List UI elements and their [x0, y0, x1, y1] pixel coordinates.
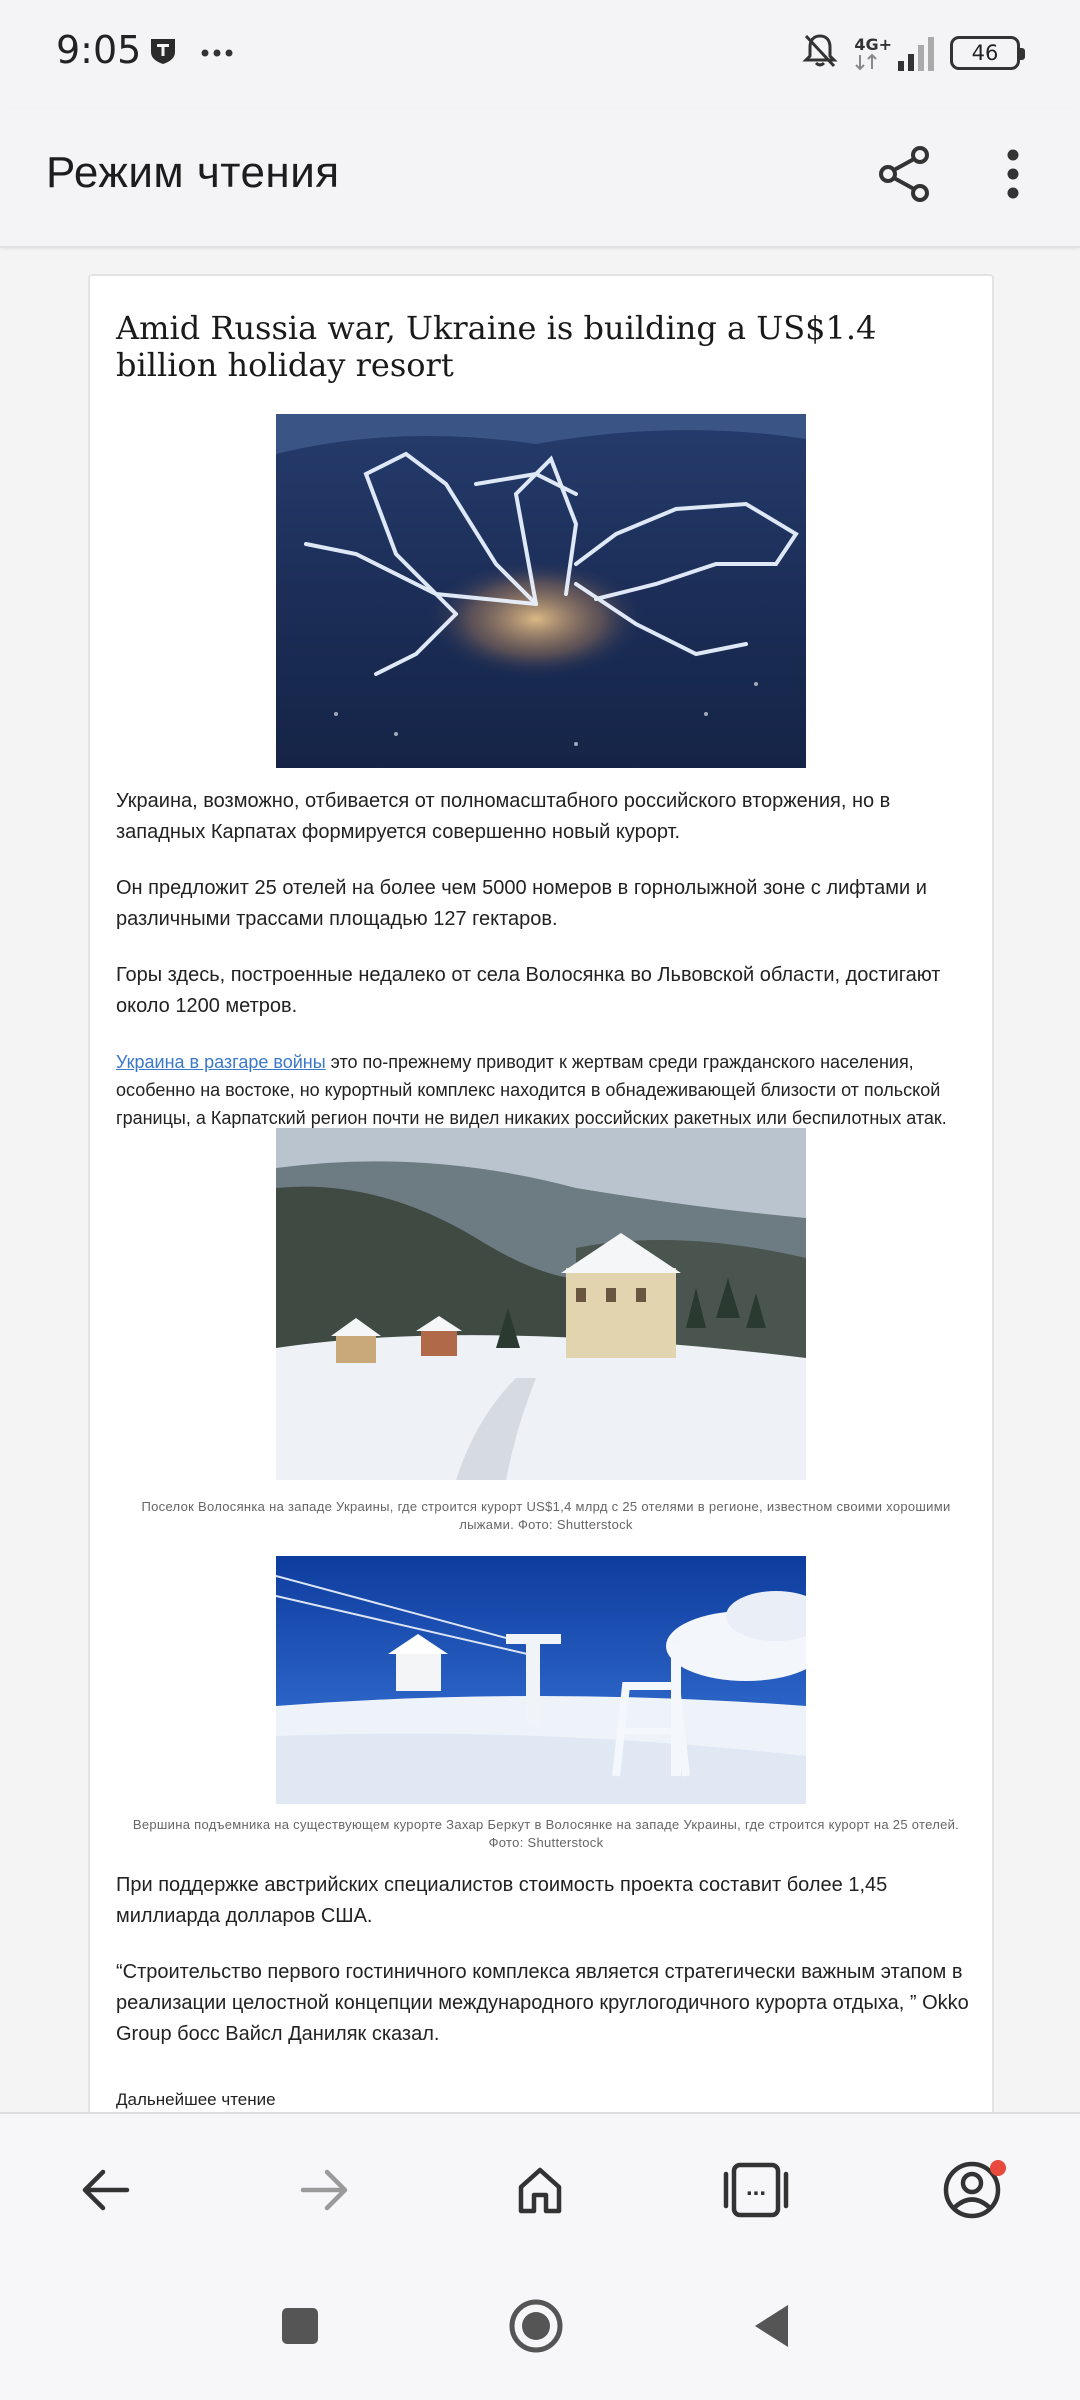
system-home-button[interactable] [496, 2286, 576, 2366]
share-icon [876, 145, 932, 203]
share-button[interactable] [872, 142, 936, 206]
back-button[interactable] [58, 2142, 154, 2238]
paragraph-text: это по-прежнему приводит к жертвам среди гражданского населения, особенно на востоке, но курортный комплекс находится в обнадеживающей близости от польской границы, а Карпатский регион почти не видел никаких российских ракетных или беспилотных атак. [116, 1052, 947, 1128]
page-title: Режим чтения [46, 148, 340, 197]
article-paragraph: Он предложит 25 отелей на более чем 5000 номеров в горнолыжной зоне с лифтами и различными трассами площадью 127 гектаров. [116, 877, 927, 930]
home-icon [515, 2165, 565, 2215]
more-dots-icon [200, 45, 234, 63]
resort-night-aerial-image [276, 414, 806, 768]
battery-icon [950, 36, 1020, 70]
more-vert-icon [1006, 149, 1020, 199]
signal-icon [854, 35, 936, 71]
notification-dot [990, 2160, 1006, 2176]
system-navigation-bar [0, 2262, 1080, 2400]
profile-button[interactable] [924, 2142, 1020, 2238]
status-bar [0, 0, 1080, 108]
app-bar [0, 108, 1080, 248]
forward-button[interactable] [276, 2142, 372, 2238]
back-arrow-icon [81, 2168, 131, 2212]
article-card [88, 274, 994, 2112]
forward-arrow-icon [299, 2168, 349, 2212]
ski-lift-summit-image [276, 1556, 806, 1804]
image-caption: Вершина подъемника на существующем курорте Захар Беркут в Волосянке на западе Украины, где строится курорт на 25 отелей. Фото: Shutterstock [132, 1817, 960, 1850]
back-triangle-icon [752, 2303, 792, 2349]
home-button[interactable] [492, 2142, 588, 2238]
network-label: 4G+ [854, 34, 892, 54]
article-paragraph: Горы здесь, построенные недалеко от села Волосянка во Львовской области, достигают около 1200 метров. [116, 964, 941, 1017]
tabs-button[interactable] [708, 2142, 804, 2238]
article-paragraph: При поддержке австрийских специалистов стоимость проекта составит более 1,45 миллиарда долларов США. [116, 1874, 888, 1927]
volosyanka-village-image [276, 1128, 806, 1480]
more-menu-button[interactable] [990, 142, 1036, 206]
status-left-icons [148, 36, 234, 71]
image-caption: Поселок Волосянка на западе Украины, где строится курорт US$1,4 млрд с 25 отелями в регионе, известном своими хорошими лыжами. Фото: Shutterstock [141, 1499, 951, 1532]
bell-off-icon [800, 30, 840, 75]
system-back-button[interactable] [732, 2286, 812, 2366]
article-paragraph: “Строительство первого гостиничного комплекса является стратегически важным этапом в реализации целостной концепции международного круглогодичного курорта отдыха, ” Okko Group босс Вайсл Даниляк сказал. [116, 1961, 969, 2045]
tinkoff-app-icon [148, 36, 178, 71]
battery-level: 46 [971, 40, 999, 65]
reader-content[interactable] [0, 250, 1080, 2112]
ukraine-war-link[interactable]: Украина в разгаре войны [116, 1052, 326, 1072]
further-reading-label: Дальнейшее чтение [116, 2090, 276, 2109]
home-circle-icon [508, 2298, 564, 2354]
recent-apps-button[interactable] [260, 2286, 340, 2366]
article-paragraph [116, 1048, 976, 1132]
tabs-badge: ... [745, 2174, 766, 2201]
article-title: Amid Russia war, Ukraine is building a US$1.4 billion holiday resort [116, 309, 877, 384]
status-time: 9:05 [56, 28, 142, 72]
browser-bottom-nav [0, 2112, 1080, 2262]
recent-apps-icon [280, 2306, 320, 2346]
status-right-icons [800, 30, 1020, 75]
article-paragraph: Украина, возможно, отбивается от полномасштабного российского вторжения, но в западных Карпатах формируется совершенно новый курорт. [116, 790, 891, 843]
